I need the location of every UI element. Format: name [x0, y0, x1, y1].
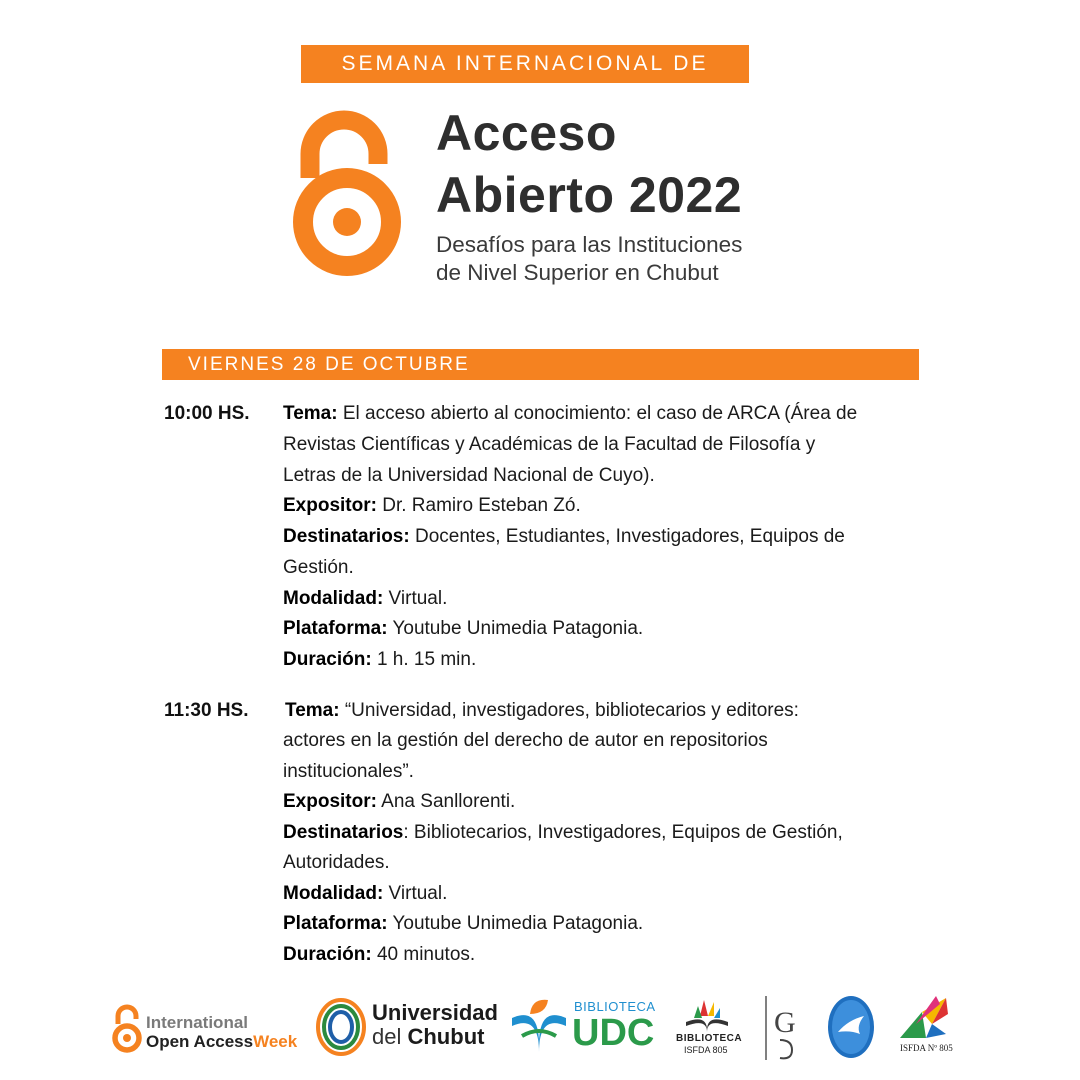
udc-line-2 — [372, 1026, 484, 1048]
page-title-line-1: Acceso — [436, 105, 617, 161]
line-text: Virtual. — [383, 588, 448, 609]
line-text: Autoridades. — [283, 852, 390, 873]
svg-text:G: G — [774, 1006, 796, 1039]
line-text: Gestión. — [283, 557, 354, 578]
oaw-open-access: Open Access — [146, 1032, 254, 1051]
bird-seal-icon — [826, 994, 876, 1060]
line-text: Docentes, Estudiantes, Investigadores, Equipos de — [409, 526, 845, 547]
session-line — [283, 589, 447, 608]
session-line — [283, 435, 815, 454]
udc-line-1: Universidad — [372, 1000, 498, 1025]
book-leaf-icon — [508, 996, 570, 1058]
day-label: VIERNES 28 DE OCTUBRE — [188, 353, 470, 375]
page-title-line-2: Abierto 2022 — [436, 167, 743, 223]
line-label: Modalidad: — [283, 588, 384, 609]
line-text: Revistas Científicas y Académicas de la Facultad de Filosofía y — [283, 434, 816, 455]
line-label: Modalidad: — [283, 883, 384, 904]
session-line — [283, 914, 643, 933]
oaw-line-2 — [146, 1033, 297, 1050]
line-label: Duración: — [283, 944, 372, 965]
line-text: Dr. Ramiro Esteban Zó. — [376, 495, 581, 516]
line-text: Letras de la Universidad Nacional de Cuyo). — [283, 465, 655, 486]
line-text: Virtual. — [383, 883, 448, 904]
day-bar — [162, 349, 919, 380]
session-line — [283, 619, 643, 638]
biblioteca-universitaria-logo — [758, 992, 808, 1064]
event-banner — [301, 45, 749, 83]
open-access-lock-icon — [288, 108, 406, 280]
session-line — [283, 527, 845, 546]
line-label: Duración: — [283, 649, 372, 670]
line-text: Youtube Unimedia Patagonia. — [387, 618, 644, 639]
session-time: 10:00 HS. — [164, 403, 250, 424]
line-text: 1 h. 15 min. — [371, 649, 477, 670]
line-label: Plataforma: — [283, 913, 388, 934]
session-line — [283, 792, 515, 811]
udc-chubut: Chubut — [407, 1024, 485, 1049]
line-label: Tema: — [283, 403, 338, 424]
oaw-week: Week — [253, 1032, 298, 1051]
session-line — [283, 496, 581, 515]
session-line — [283, 945, 475, 964]
line-text: Youtube Unimedia Patagonia. — [387, 913, 644, 934]
line-text: actores en la gestión del derecho de autor en repositorios — [283, 730, 768, 751]
session-line — [283, 466, 655, 485]
session-line — [283, 853, 390, 872]
session-line — [283, 823, 843, 842]
open-book-icon — [682, 996, 732, 1032]
line-label: Plataforma: — [283, 618, 388, 639]
session-line — [283, 650, 476, 669]
biblioteca-isfda-logo — [672, 996, 742, 1060]
session-time: 11:30 HS. — [164, 700, 249, 721]
line-label: Tema: — [285, 700, 340, 721]
session-line — [283, 762, 414, 781]
isfda-line-2: ISFDA 805 — [684, 1045, 728, 1055]
line-label: Expositor: — [283, 791, 377, 812]
line-text: El acceso abierto al conocimiento: el caso de ARCA (Área de — [337, 403, 858, 424]
sponsor-logos — [0, 990, 1080, 1070]
line-text: Ana Sanllorenti. — [376, 791, 516, 812]
isfda-805-logo — [892, 994, 954, 1060]
isfda-805-label: ISFDA Nº 805 — [900, 1043, 953, 1053]
open-access-week-logo — [112, 1000, 302, 1060]
open-access-lock-icon — [112, 1002, 142, 1056]
session-line — [285, 701, 799, 720]
session-line — [283, 558, 354, 577]
colorful-bird-icon — [896, 994, 950, 1042]
udc-del: del — [372, 1024, 402, 1049]
session-line — [283, 884, 447, 903]
line-text: 40 minutos. — [371, 944, 476, 965]
line-label: Destinatarios — [283, 822, 404, 843]
event-banner-text: SEMANA INTERNACIONAL DE — [341, 52, 709, 75]
line-text: institucionales”. — [283, 761, 414, 782]
subtitle-line-2: de Nivel Superior en Chubut — [436, 260, 719, 285]
universidad-del-chubut-logo — [314, 994, 498, 1060]
biblioteca-small: BIBLIOTECA — [574, 999, 656, 1014]
oaw-line-1: International — [146, 1013, 249, 1032]
line-text: “Universidad, investigadores, bibliotecarios y editores: — [339, 700, 799, 721]
session-line — [283, 404, 857, 423]
biblioteca-udc-big: UDC — [572, 1012, 655, 1054]
line-text: : Bibliotecarios, Investigadores, Equipos de Gestión, — [403, 822, 843, 843]
line-label: Destinatarios: — [283, 526, 410, 547]
session-line — [283, 731, 768, 750]
isfda-line-1: BIBLIOTECA — [676, 1033, 743, 1044]
biblioteca-udc-logo — [508, 996, 656, 1058]
subtitle-line-1: Desafíos para las Instituciones — [436, 232, 743, 257]
udc-swirl-icon — [314, 996, 368, 1058]
line-label: Expositor: — [283, 495, 377, 516]
